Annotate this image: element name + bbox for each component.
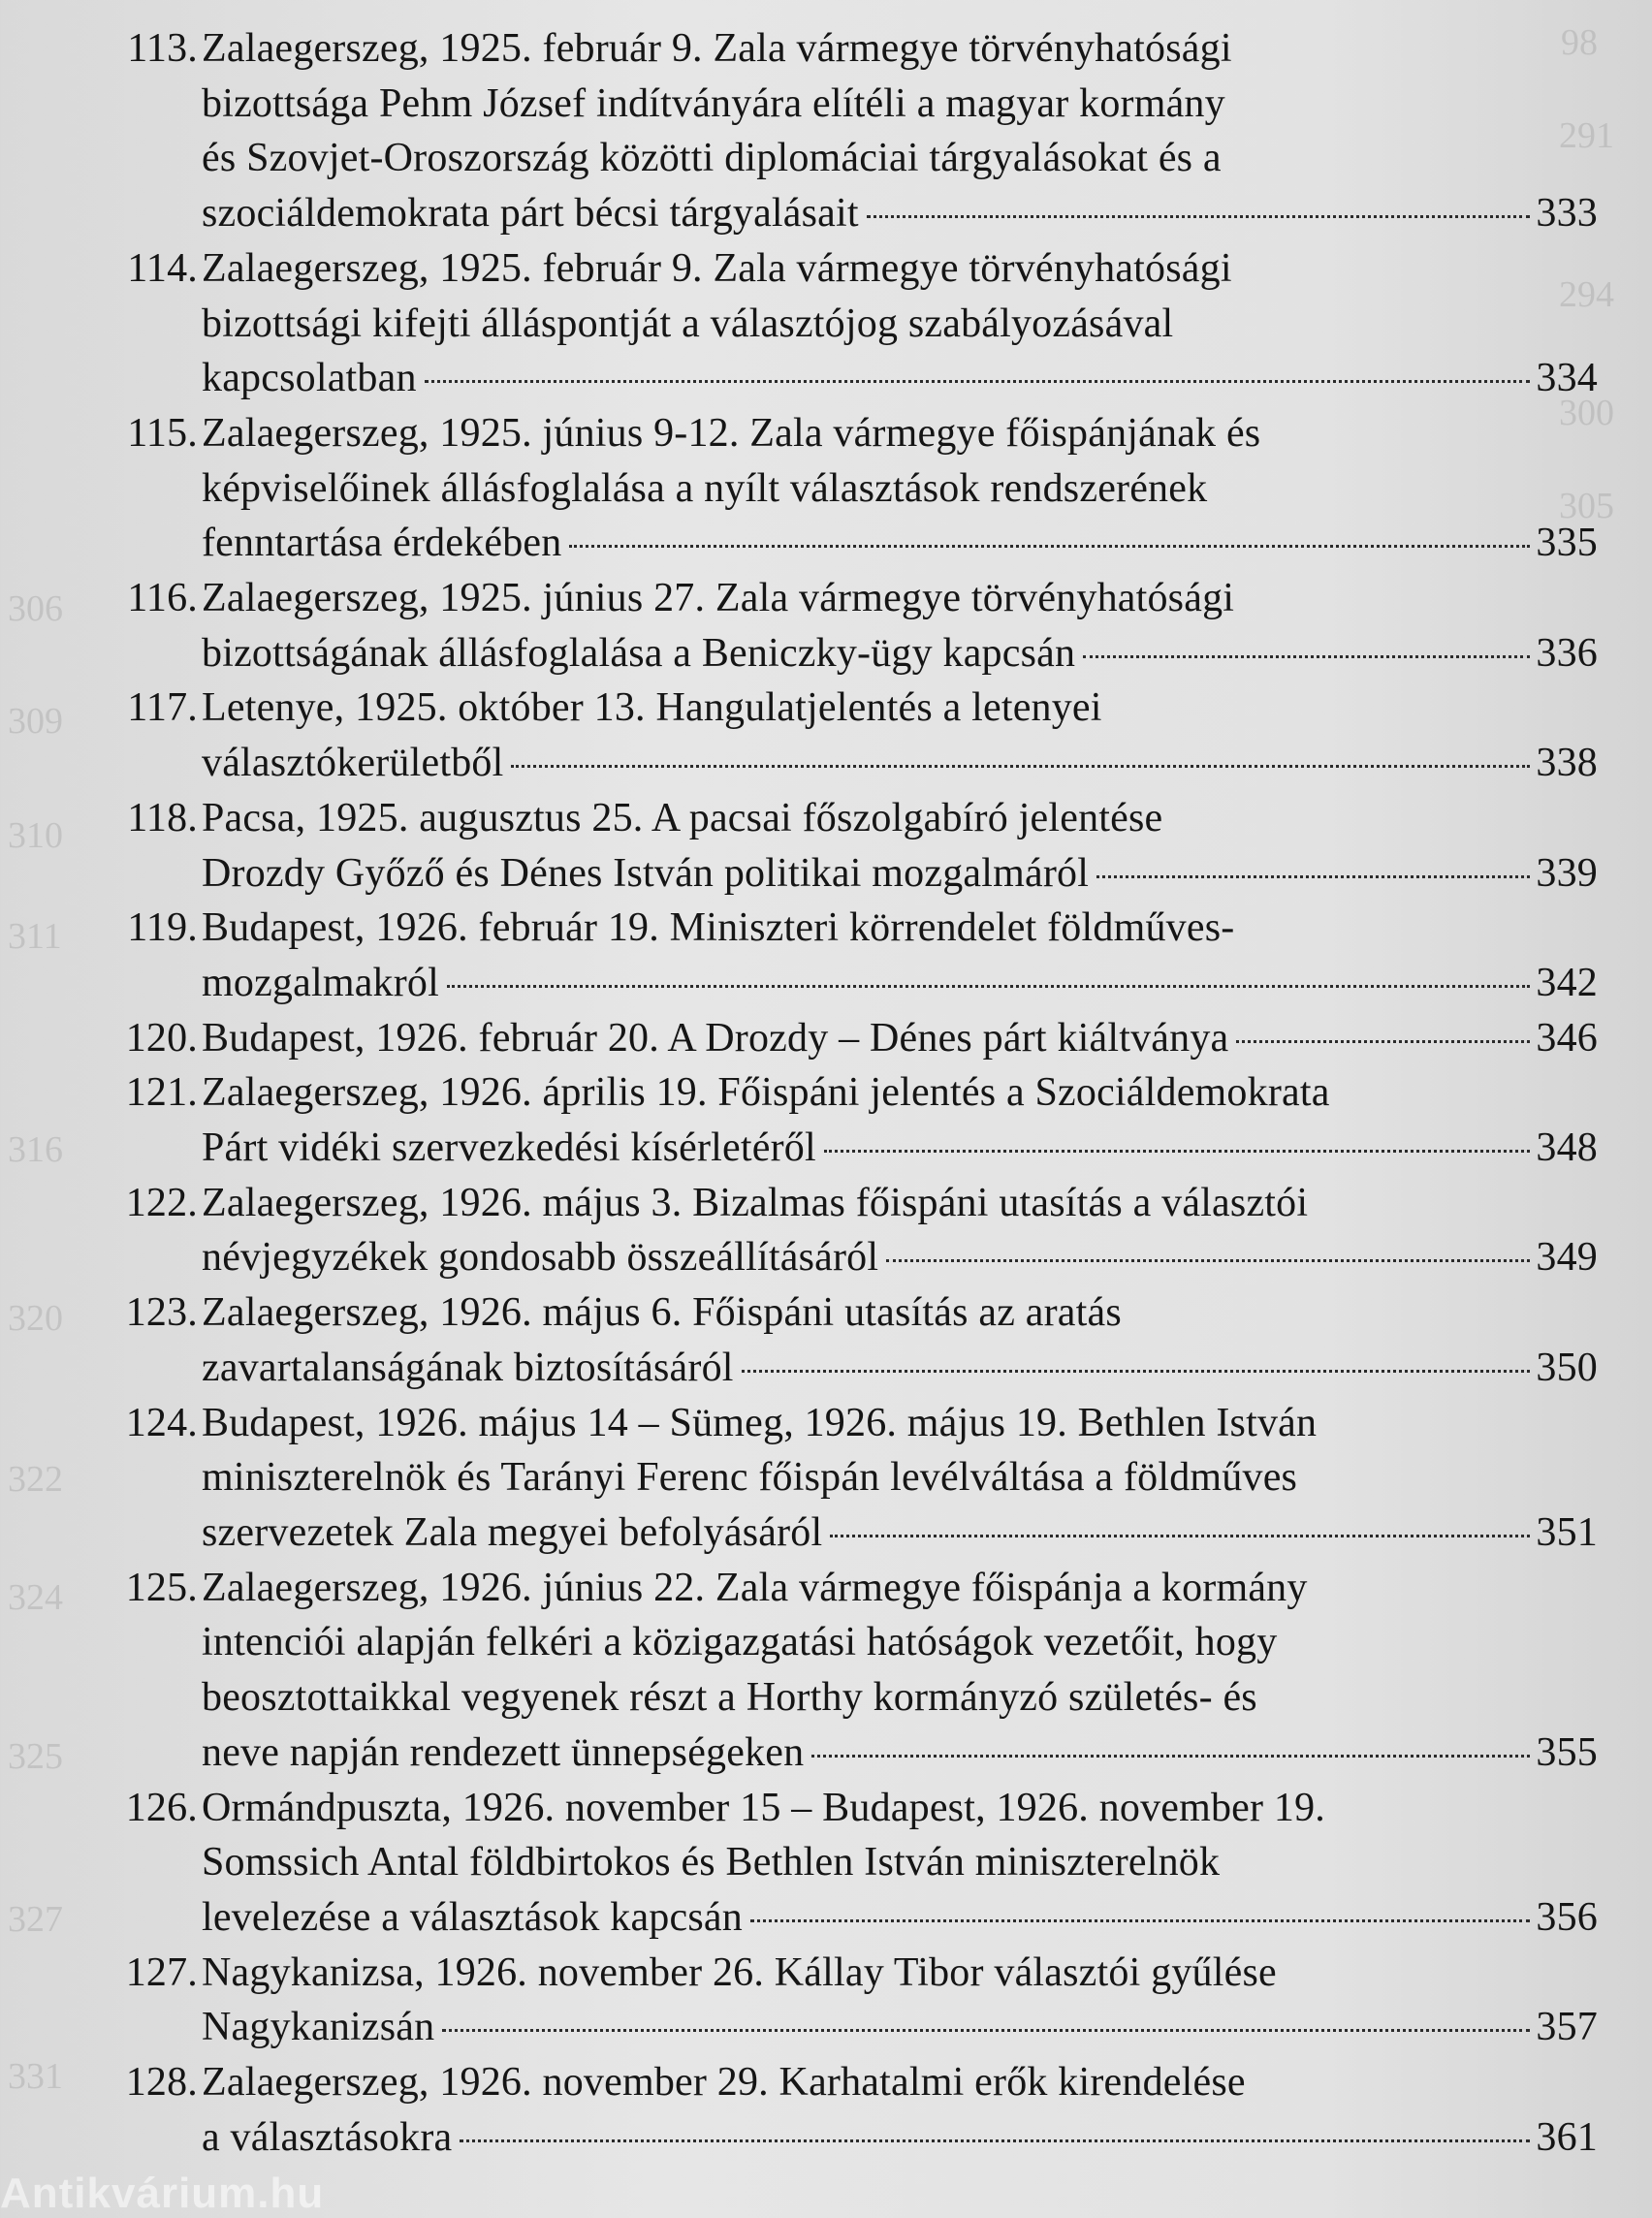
page-number: 357: [1536, 2005, 1598, 2050]
page-number: 336: [1536, 630, 1598, 676]
dot-leader: [830, 1535, 1530, 1537]
dot-leader: [442, 2029, 1530, 2032]
entry-last-line: [202, 956, 1598, 1011]
entry-number: 117.: [127, 685, 198, 731]
bleed-number: 306: [8, 588, 63, 629]
toc-entry: [105, 791, 1598, 901]
entry-title-line: Budapest, 1926. február 20. A Drozdy – Dénes párt kiáltványa: [202, 1015, 1229, 1061]
toc-entry: [105, 1011, 1598, 1066]
bleed-number: 327: [8, 1899, 63, 1940]
entry-title-line: Drozdy Győző és Dénes István politikai mozgalmáról: [202, 850, 1090, 896]
entry-title-line: miniszterelnök és Tarányi Ferenc főispán levélváltása a földműves: [202, 1455, 1298, 1501]
entry-title-line: Zalaegerszeg, 1925. február 9. Zala vármegye törvényhatósági: [202, 26, 1232, 71]
entry-title-line: Zalaegerszeg, 1926. április 19. Főispáni jelentés a Szociáldemokrata: [202, 1070, 1330, 1116]
toc-entry: [105, 1946, 1598, 2055]
bleed-number: 291: [1559, 115, 1614, 156]
toc-entry: [105, 241, 1598, 406]
bleed-number: 331: [8, 2056, 63, 2097]
page-number: 339: [1536, 850, 1598, 896]
bleed-number: 294: [1559, 274, 1614, 315]
page-number: 335: [1536, 521, 1598, 566]
dot-leader: [824, 1150, 1530, 1153]
entry-last-line: [202, 1230, 1598, 1285]
entry-title-line: és Szovjet-Oroszország közötti diplomáciai tárgyalásokat és a: [202, 136, 1222, 181]
entry-title-line: szociáldemokrata párt bécsi tárgyalásait: [202, 191, 859, 237]
bleed-number: 322: [8, 1459, 63, 1500]
entry-title-line: Párt vidéki szervezkedési kísérletéről: [202, 1125, 816, 1171]
entry-title-line: zavartalanságának biztosításáról: [202, 1345, 734, 1390]
dot-leader: [511, 765, 1530, 768]
page-number: 361: [1536, 2114, 1598, 2160]
toc-entry: [105, 1396, 1598, 1561]
entry-title-line: kapcsolatban: [202, 356, 417, 401]
entry-number: 126.: [125, 1785, 198, 1830]
entry-title-line: neve napján rendezett ünnepségeken: [202, 1729, 805, 1775]
toc-entry: [105, 901, 1598, 1010]
dot-leader: [742, 1370, 1530, 1373]
entry-title-line: Nagykanizsa, 1926. november 26. Kállay Tibor választói gyűlése: [202, 1949, 1277, 1995]
dot-leader: [886, 1259, 1530, 1262]
toc-entry: [105, 21, 1598, 241]
entry-number: 116.: [127, 576, 198, 621]
entry-last-line: [202, 1121, 1598, 1176]
entry-title-line: névjegyzékek gondosabb összeállításáról: [202, 1235, 879, 1281]
dot-leader: [1236, 1040, 1530, 1043]
entry-title-line: választókerületből: [202, 741, 504, 786]
page-number: 342: [1536, 960, 1598, 1005]
page-number: 351: [1536, 1509, 1598, 1555]
entry-last-line: [202, 2000, 1598, 2055]
entry-number: 119.: [127, 905, 198, 951]
entry-number: 120.: [125, 1015, 198, 1061]
page-number: 350: [1536, 1345, 1598, 1390]
toc-entry: [105, 406, 1598, 571]
toc-entry: [105, 1176, 1598, 1285]
toc-entry: [105, 2055, 1598, 2165]
entry-number: 125.: [125, 1565, 198, 1610]
entry-title-line: Zalaegerszeg, 1925. június 9-12. Zala vármegye főispánjának és: [202, 410, 1261, 456]
dot-leader: [569, 545, 1530, 548]
page-number: 346: [1536, 1015, 1598, 1061]
dot-leader: [425, 380, 1530, 383]
entry-number: 115.: [127, 410, 198, 456]
entry-last-line: [202, 1505, 1598, 1561]
toc-entry: [105, 571, 1598, 681]
entry-number: 113.: [127, 26, 198, 71]
entry-last-line: [202, 626, 1598, 681]
entry-title-line: Nagykanizsán: [202, 2005, 435, 2050]
entry-title-line: Zalaegerszeg, 1926. november 29. Karhatalmi erők kirendelése: [202, 2060, 1246, 2106]
entry-title-line: levelezése a választások kapcsán: [202, 1894, 743, 1940]
entry-title-line: szervezetek Zala megyei befolyásáról: [202, 1509, 823, 1555]
dot-leader: [1083, 655, 1530, 658]
dot-leader: [1096, 875, 1530, 878]
dot-leader: [460, 2139, 1530, 2142]
entry-last-line: [202, 1726, 1598, 1781]
toc-entry: [105, 1781, 1598, 1946]
bleed-number: 311: [8, 916, 62, 957]
dot-leader: [867, 215, 1530, 218]
entry-number: 118.: [127, 795, 198, 840]
entry-title-line: Budapest, 1926. február 19. Miniszteri körrendelet földműves-: [202, 905, 1235, 951]
bleed-number: 309: [8, 701, 63, 742]
entry-last-line: [202, 1890, 1598, 1946]
table-of-contents: [105, 21, 1598, 2165]
bleed-number: 320: [8, 1298, 63, 1339]
page-number: 355: [1536, 1729, 1598, 1775]
entry-title-line: Zalaegerszeg, 1926. június 22. Zala vármegye főispánja a kormány: [202, 1565, 1308, 1610]
entry-last-line: [202, 1341, 1598, 1396]
entry-last-line: [202, 516, 1598, 571]
entry-number: 128.: [125, 2060, 198, 2106]
entry-title-line: Zalaegerszeg, 1925. június 27. Zala vármegye törvényhatósági: [202, 576, 1235, 621]
entry-last-line: [202, 846, 1598, 902]
entry-title-line: Letenye, 1925. október 13. Hangulatjelentés a letenyei: [202, 685, 1102, 731]
entry-number: 122.: [125, 1180, 198, 1225]
entry-last-line: [202, 1011, 1598, 1066]
entry-title-line: képviselőinek állásfoglalása a nyílt választások rendszerének: [202, 465, 1208, 511]
toc-entry: [105, 681, 1598, 790]
toc-entry: [105, 1065, 1598, 1175]
watermark: Antikvárium.hu: [0, 2170, 325, 2217]
entry-last-line: [202, 351, 1598, 406]
bleed-number: 325: [8, 1736, 63, 1777]
page-number: 349: [1536, 1235, 1598, 1281]
entry-title-line: mozgalmakról: [202, 960, 439, 1005]
entry-title-line: beosztottaikkal vegyenek részt a Horthy kormányzó születés- és: [202, 1675, 1257, 1721]
page-number: 348: [1536, 1125, 1598, 1171]
entry-number: 127.: [125, 1949, 198, 1995]
toc-entry: [105, 1285, 1598, 1395]
page-number: 356: [1536, 1894, 1598, 1940]
entry-last-line: [202, 2110, 1598, 2166]
toc-entry: [105, 1561, 1598, 1781]
entry-title-line: bizottsági kifejti álláspontját a választójog szabályozásával: [202, 301, 1174, 346]
bleed-number: 324: [8, 1577, 63, 1618]
entry-title-line: intenciói alapján felkéri a közigazgatási hatóságok vezetőit, hogy: [202, 1620, 1278, 1665]
entry-number: 114.: [127, 245, 198, 291]
bleed-number: 310: [8, 815, 63, 856]
entry-number: 123.: [125, 1290, 198, 1336]
entry-title-line: Budapest, 1926. május 14 – Sümeg, 1926. május 19. Bethlen István: [202, 1400, 1318, 1445]
entry-last-line: [202, 186, 1598, 241]
entry-title-line: Zalaegerszeg, 1926. május 3. Bizalmas főispáni utasítás a választói: [202, 1180, 1309, 1225]
entry-title-line: fenntartása érdekében: [202, 521, 562, 566]
entry-title-line: Zalaegerszeg, 1926. május 6. Főispáni utasítás az aratás: [202, 1290, 1122, 1336]
page-number: 338: [1536, 741, 1598, 786]
entry-title-line: a választásokra: [202, 2114, 453, 2160]
bleed-number: 98: [1561, 22, 1598, 63]
entry-title-line: bizottsága Pehm József indítványára elítéli a magyar kormány: [202, 80, 1225, 126]
entry-title-line: Somssich Antal földbirtokos és Bethlen István miniszterelnök: [202, 1840, 1221, 1885]
page-number: 333: [1536, 191, 1598, 237]
entry-number: 124.: [125, 1400, 198, 1445]
entry-title-line: Ormándpuszta, 1926. november 15 – Budapest, 1926. november 19.: [202, 1785, 1326, 1830]
dot-leader: [811, 1755, 1530, 1758]
entry-title-line: bizottságának állásfoglalása a Beniczky-ügy kapcsán: [202, 630, 1076, 676]
bleed-number: 316: [8, 1129, 63, 1170]
bleed-number: 305: [1559, 486, 1614, 526]
dot-leader: [750, 1919, 1530, 1922]
dot-leader: [447, 985, 1530, 988]
entry-last-line: [202, 736, 1598, 791]
entry-title-line: Zalaegerszeg, 1925. február 9. Zala vármegye törvényhatósági: [202, 245, 1232, 291]
page-number: 334: [1536, 356, 1598, 401]
entry-number: 121.: [125, 1070, 198, 1116]
bleed-number: 300: [1559, 393, 1614, 433]
entry-title-line: Pacsa, 1925. augusztus 25. A pacsai főszolgabíró jelentése: [202, 795, 1163, 840]
